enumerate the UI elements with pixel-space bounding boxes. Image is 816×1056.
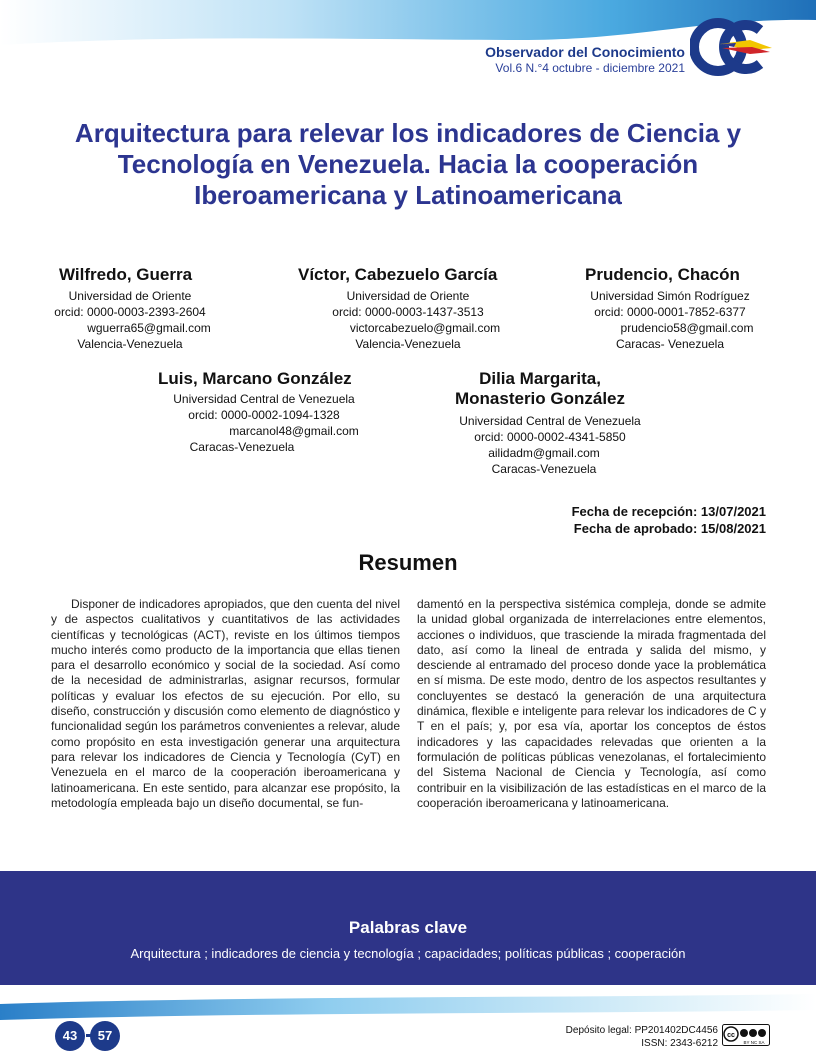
abstract-heading: Resumen bbox=[358, 550, 458, 575]
author-name: Dilia Margarita, bbox=[479, 369, 601, 388]
submission-dates bbox=[480, 503, 766, 537]
author-orcid: orcid: 0000-0003-1437-3513 bbox=[332, 305, 484, 319]
author-affiliation-block bbox=[560, 288, 780, 352]
author-email[interactable]: victorcabezuelo@gmail.com bbox=[349, 321, 501, 335]
author-affiliation-block bbox=[440, 413, 660, 477]
author-name: Prudencio, Chacón bbox=[585, 265, 740, 284]
journal-issue: Vol.6 N.°4 octubre - diciembre 2021 bbox=[495, 61, 685, 75]
author-name: Víctor, Cabezuelo García bbox=[298, 265, 498, 284]
license-text: BY NC SA bbox=[743, 1040, 765, 1045]
author-location: Caracas- Venezuela bbox=[615, 337, 725, 351]
legal-deposit: Depósito legal: PP201402DC4456 bbox=[565, 1025, 718, 1036]
page-number-end: 57 bbox=[90, 1021, 120, 1051]
journal-name: Observador del Conocimiento bbox=[485, 44, 685, 60]
author-orcid: orcid: 0000-0001-7852-6377 bbox=[594, 305, 746, 319]
received-date: Fecha de recepción: 13/07/2021 bbox=[571, 504, 766, 519]
approved-date: Fecha de aprobado: 15/08/2021 bbox=[573, 521, 766, 536]
author-name: Wilfredo, Guerra bbox=[59, 265, 193, 284]
author-affiliation: Universidad de Oriente bbox=[346, 289, 470, 303]
author-affiliation-block bbox=[298, 288, 518, 352]
keywords-heading: Palabras clave bbox=[348, 918, 468, 937]
page-number-start: 43 bbox=[55, 1021, 85, 1051]
keywords-list: Arquitectura ; indicadores de ciencia y tecnología ; capacidades; políticas públicas ; cooperación bbox=[130, 946, 686, 961]
author-affiliation: Universidad de Oriente bbox=[68, 289, 192, 303]
issn: ISSN: 2343-6212 bbox=[641, 1038, 718, 1049]
creative-commons-license-icon[interactable] bbox=[722, 1024, 770, 1046]
author-affiliation-block bbox=[20, 288, 240, 352]
author-location: Caracas-Venezuela bbox=[491, 462, 597, 476]
author-affiliation: Universidad Central de Venezuela bbox=[459, 414, 641, 428]
author-affiliation: Universidad Central de Venezuela bbox=[173, 392, 355, 406]
author-location: Valencia-Venezuela bbox=[355, 337, 461, 351]
abstract-column-right: damentó en la perspectiva sistémica compleja, donde se admite la unidad global organizada de interrelaciones entre elementos, acciones o individuos, que trasciende la mirada fragmentada del dato, así como la lineal de entrada y salida del mismo, y desciende al entramado del proceso donde yace la problemática en sí misma. De este modo, dentro de los aspectos resultantes y concluyentes se destacó la generación de una arquitectura dinámica, flexible e inteligente para relevar los indicadores de C y T en el país; y, por esa vía, aportar los conceptos de éstos indicadores y las capacidades relevadas que orienten a la formulación de políticas públicas venezolanas, el fortalecimiento del Sistema Nacional de Ciencia y Tecnología, así como contribuir en la visibilización de las estadísticas en el marco de la cooperación iberoamericana y latinoamericana. bbox=[417, 597, 766, 810]
author-email[interactable]: prudencio58@gmail.com bbox=[620, 321, 754, 335]
author-name-continued: Monasterio González bbox=[454, 389, 626, 408]
svg-text:cc: cc bbox=[727, 1032, 735, 1039]
legal-info bbox=[500, 1024, 718, 1050]
author-orcid: orcid: 0000-0002-4341-5850 bbox=[474, 430, 626, 444]
journal-logo bbox=[690, 14, 774, 80]
author-email[interactable]: wguerra65@gmail.com bbox=[87, 321, 211, 335]
author-location: Caracas-Venezuela bbox=[189, 440, 295, 454]
author-orcid: orcid: 0000-0002-1094-1328 bbox=[188, 408, 340, 422]
author-orcid: orcid: 0000-0003-2393-2604 bbox=[54, 305, 206, 319]
author-name: Luis, Marcano González bbox=[158, 369, 352, 388]
abstract-column-left: Disponer de indicadores apropiados, que den cuenta del nivel y de aspectos cualitativos y cuantitativos de las actividades científicas y tecnológicas (ACT), reviste en los últimos tiempos mucho interés como producto de la importancia que ellas tienen para el desarrollo económico y social de la sociedad. Así como de la necesidad de administrarlas, asignar recursos, formular políticas y evaluar los efectos de su ejecución. Por ello, su diseño, construcción y discusión como elemento de diagnóstico y funcionalidad según los parámetros convenientes a relevar, alude como propósito en esta investigación generar una arquitectura para relevar los indicadores de Ciencia y Tecnología (CyT) en Venezuela en el marco de la cooperación iberoamericana y latinoamericana. En este sentido, para alcanzar ese propósito, la metodología empleada bajo un diseño documental, se fun- bbox=[51, 597, 400, 810]
author-affiliation: Universidad Simón Rodríguez bbox=[590, 289, 750, 303]
article-title: Arquitectura para relevar los indicadores de Ciencia y Tecnología en Venezuela. Hacia la cooperación Iberoamericana y Latinoamericana bbox=[74, 118, 742, 210]
author-email[interactable]: marcanol48@gmail.com bbox=[229, 424, 359, 438]
author-affiliation-block bbox=[154, 391, 374, 455]
author-location: Valencia-Venezuela bbox=[77, 337, 183, 351]
author-email[interactable]: ailidadm@gmail.com bbox=[488, 446, 600, 460]
